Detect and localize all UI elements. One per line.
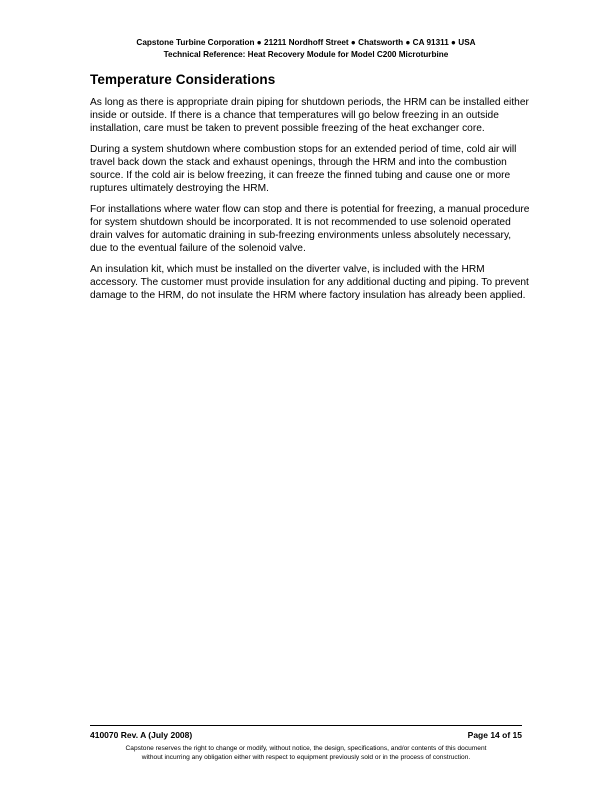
page-footer: [90, 730, 522, 741]
footer-document-id: 410070 Rev. A (July 2008): [90, 730, 193, 740]
section-title: Temperature Considerations: [90, 72, 276, 87]
document-body: [90, 72, 530, 310]
footer-disclaimer: [0, 744, 612, 762]
paragraph-insulation-kit: An insulation kit, which must be installed on the diverter valve, is included with the HRM accessory. The customer must provide insulation for any additional ducting and piping. To prevent damage to the HRM, do not insulate the HRM where factory insulation has already been applied.: [90, 264, 529, 301]
paragraph-manual-procedure: For installations where water flow can stop and there is potential for freezing, a manual procedure for system shutdown should be incorporated. It is not recommended to use solenoid operated drain valves for automatic draining in sub-freezing environments unless absolutely necessary, due to the eventual failure of the solenoid valve.: [90, 204, 530, 254]
header-company-address: Capstone Turbine Corporation ● 21211 Nordhoff Street ● Chatsworth ● CA 91311 ● USA: [136, 38, 476, 47]
footer-disclaimer-line-1: Capstone reserves the right to change or modify, without notice, the design, specifications, and/or contents of this document: [125, 745, 487, 752]
footer-page-number: Page 14 of 15: [467, 730, 522, 740]
paragraph-shutdown-cold-air: During a system shutdown where combustion stops for an extended period of time, cold air will travel back down the stack and exhaust openings, through the HRM and into the combustion source. If the cold air is below freezing, it can freeze the finned tubing and cause one or more ruptures ultimately destroying the HRM.: [90, 144, 517, 194]
header-document-title: Technical Reference: Heat Recovery Module for Model C200 Microturbine: [163, 50, 449, 59]
footer-divider: [90, 725, 522, 726]
paragraph-drain-piping: As long as there is appropriate drain piping for shutdown periods, the HRM can be installed either inside or outside. If there is a chance that temperatures will go below freezing in an outside installation, care must be taken to prevent possible freezing of the heat exchanger core.: [90, 97, 529, 134]
page-header: [0, 37, 612, 61]
footer-disclaimer-line-2: without incurring any obligation either with respect to equipment previously sold or in the process of construction.: [141, 754, 471, 761]
